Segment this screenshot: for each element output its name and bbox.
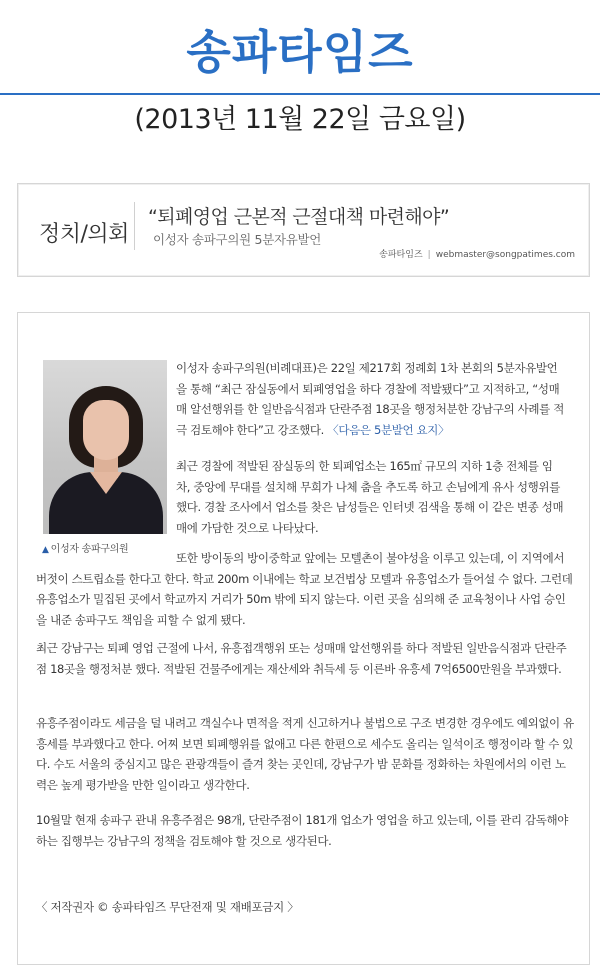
masthead-divider — [0, 93, 600, 95]
byline-source: 송파타임즈 — [379, 250, 423, 260]
portrait-photo-icon — [43, 360, 167, 534]
site-logo[interactable]: 송파타임즈 — [186, 25, 414, 79]
triangle-up-icon: ▲ — [42, 545, 49, 555]
subheadline: 이성자 송파구의원 5분자유발언 — [153, 232, 322, 247]
masthead — [0, 0, 600, 135]
paragraph: 최근 경찰에 적발된 잠실동의 한 퇴폐업소는 165㎡ 규모의 지하 1층 전체를 임차, 중앙에 무대를 설치해 무희가 나체 춤을 추도록 하고 손님에게 유사 성행위를 했다. 경찰 조사에서 업소를 찾은 남성들은 인터넷 검색을 통해 이 같은 변종 성매매에 가담한 것으로 나타났다. — [176, 459, 564, 535]
headline: “퇴폐영업 근본적 근절대책 마련해야” — [148, 206, 450, 228]
vertical-divider — [134, 202, 135, 250]
paragraph-text: 이성자 송파구의원(비례대표)은 22일 제217회 정례회 1차 본회의 5분자유발언을 통해 “최근 잠실동에서 퇴폐영업을 하다 경찰에 적발됐다”고 지적하고, “성매매 알선행위를 한 일반음식점과 단란주점 18곳을 행정처분한 강남구의 사례를 적극 검토해야 한다”고 강조했다. — [176, 361, 564, 437]
paragraph: 10월말 현재 송파구 관내 유흥주점은 98개, 단란주점이 181개 업소가 영업을 하고 있는데, 이를 관리 감독해야 하는 집행부는 강남구의 정책을 검토해야 할 것으로 생각된다. — [36, 813, 569, 848]
speech-summary-link[interactable]: 〈다음은 5분발언 요지〉 — [327, 422, 450, 437]
photo-caption-text: 이성자 송파구의원 — [50, 544, 129, 555]
paragraph: 최근 강남구는 퇴폐 영업 근절에 나서, 유흥접객행위 또는 성매매 알선행위를 하다 적발된 일반음식점과 단란주점 18곳을 행정처분 했다. 적발된 건물주에게는 재산세와 취득세 등 이른바 유흥세 7억6500만원을 부과했다. — [36, 641, 567, 676]
byline-separator: | — [427, 250, 431, 260]
copyright-notice: 〈 저작권자 © 송파타임즈 무단전재 및 재배포금지 〉 — [36, 900, 299, 914]
paragraph — [176, 358, 566, 440]
paragraph: 또한 방이동의 방이중학교 앞에는 모텔촌이 불야성을 이루고 있는데, 이 지역에서 버젓이 스트립쇼를 한다고 한다. 학교 200m 이내에는 학교 보건법상 모텔과 유흥업소가 들어설 수 없다. 그런데 유흥업소가 밀집된 곳에서 학교까지 거리가 50m 밖에 되지 않는다. 이런 곳을 심의해 준 교육청이나 사업 승인을 내준 송파구도 책임을 피할 수 없게 됐다. — [36, 551, 573, 627]
article-header — [17, 183, 590, 277]
byline-email[interactable]: webmaster@songpatimes.com — [435, 250, 575, 260]
section-label: 정치/의회 — [39, 222, 129, 247]
issue-date: (2013년 11월 22일 금요일) — [134, 104, 466, 135]
article-body — [17, 312, 590, 965]
paragraph: 유흥주점이라도 세금을 덜 내려고 객실수나 면적을 적게 신고하거나 불법으로 구조 변경한 경우에도 예외없이 유흥세를 부과했다고 한다. 어찌 보면 퇴폐행위를 없애고 다른 한편으로 세수도 올리는 일석이조 행정이라 할 수 있다. 수도 서울의 중심지고 많은 관광객들이 즐겨 찾는 곳인데, 강남구가 밤 문화를 정화하는 차원에서의 이런 노력은 높게 평가받을 만한 일이라고 생각한다. — [36, 716, 574, 792]
byline — [379, 247, 575, 260]
